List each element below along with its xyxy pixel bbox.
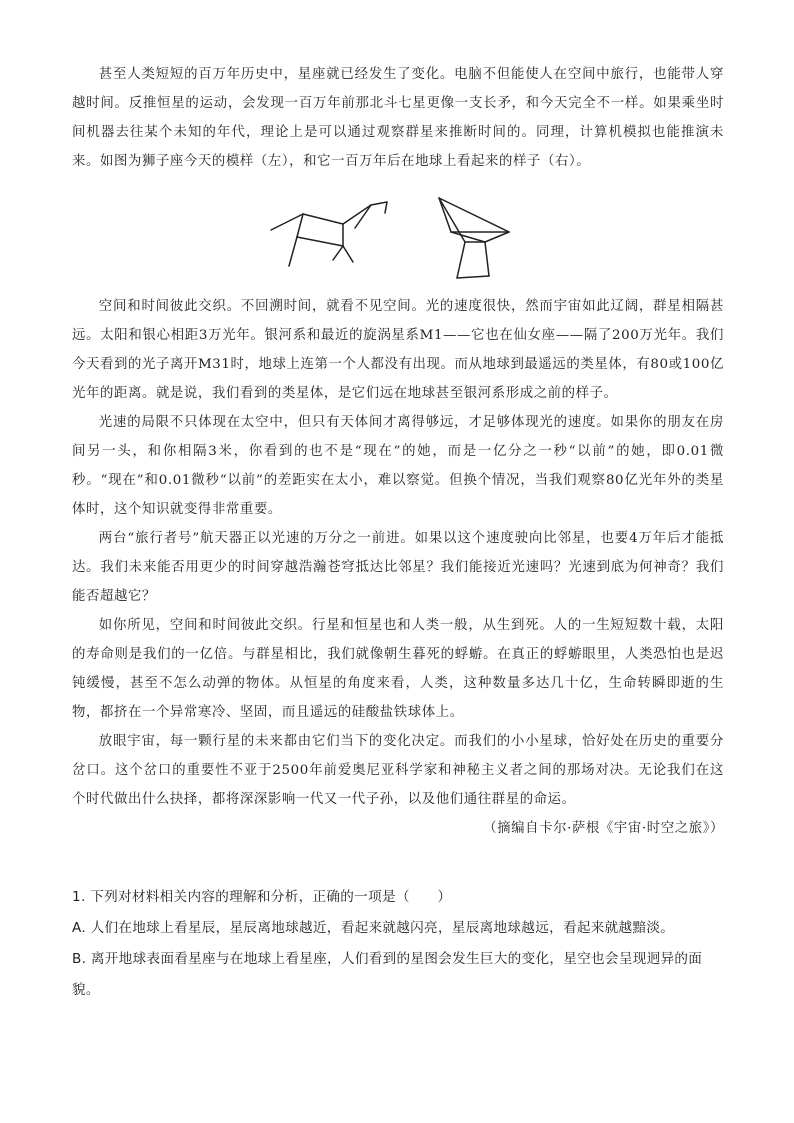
leo-constellation-figure [265, 190, 515, 290]
question-stem: 1. 下列对材料相关内容的理解和分析，正确的一项是（ ） [72, 889, 452, 905]
question-1 [72, 882, 724, 1006]
constellation-diagram [265, 190, 515, 290]
paragraph-4: 两台“旅行者号”航天器正以光速的万分之一前进。如果以这个速度驶向比邻星，也要4万年后才能抵达。我们未来能否用更少的时间穿越浩瀚苍穹抵达比邻星？我们能接近光速吗？光速到底为何神奇？我们能否超越它？ [72, 531, 724, 604]
paragraph-6: 放眼宇宙，每一颗行星的未来都由它们当下的变化决定。而我们的小小星球，恰好处在历史的重要分岔口。这个岔口的重要性不亚于2500年前爱奥尼亚科学家和神秘主义者之间的那场对决。无论我们在这个时代做出什么抉择，都将深深影响一代又一代子孙，以及他们通往群星的命运。 [72, 734, 724, 807]
paragraph-2: 空间和时间彼此交织。不回溯时间，就看不见空间。光的速度很快，然而宇宙如此辽阔，群星相隔甚远。太阳和银心相距3万光年。银河系和最近的旋涡星系M1——它也在仙女座——隔了200万光年。我们今天看到的光子离开M31时，地球上连第一个人都没有出现。而从地球到最遥远的类星体，有80或100亿光年的距离。就是说，我们看到的类星体，是它们远在地球甚至银河系形成之前的样子。 [72, 299, 724, 401]
leo-future-drawing [439, 198, 509, 278]
source-citation: （摘编自卡尔·萨根《宇宙·时空之旅》） [483, 821, 724, 836]
paragraph-5: 如你所见，空间和时间彼此交织。行星和恒星也和人类一般，从生到死。人的一生短短数十载，太阳的寿命则是我们的一亿倍。与群星相比，我们就像朝生暮死的蜉蝣。在真正的蜉蝣眼里，人类恐怕也是迟钝缓慢，甚至不怎么动弹的物体。从恒星的角度来看，人类，这种数量多达几十亿，生命转瞬即逝的生物，都挤在一个异常寒冷、坚固，而且遥远的硅酸盐铁球体上。 [72, 618, 724, 720]
passage-part-1 [72, 60, 724, 176]
option-a: A. 人们在地球上看星辰，星辰离地球越近，看起来就越闪亮，星辰离地球越远，看起来就越黯淡。 [72, 920, 675, 936]
passage-part-2 [72, 292, 724, 843]
paragraph-3: 光速的局限不只体现在太空中，但只有天体间才离得够远，才足够体现光的速度。如果你的朋友在房间另一头，和你相隔3米，你看到的也不是“现在”的她，而是一亿分之一秒“以前”的她，即0.01微秒。“现在”和0.01微秒“以前”的差距实在太小，难以察觉。但换个情况，当我们观察80亿光年外的类星体时，这个知识就变得非常重要。 [72, 415, 724, 517]
paragraph-1: 甚至人类短短的百万年历史中，星座就已经发生了变化。电脑不但能使人在空间中旅行，也能带人穿越时间。反推恒星的运动，会发现一百万年前那北斗七星更像一支长矛，和今天完全不一样。如果乘坐时间机器去往某个未知的年代，理论上是可以通过观察群星来推断时间的。同理，计算机模拟也能推演未来。如图为狮子座今天的模样（左），和它一百万年后在地球上看起来的样子（右）。 [72, 67, 724, 169]
option-b: B. 离开地球表面看星座与在地球上看星座，人们看到的星图会发生巨大的变化，星空也会呈现迥异的面貌。 [72, 951, 703, 998]
leo-today-drawing [271, 202, 387, 266]
